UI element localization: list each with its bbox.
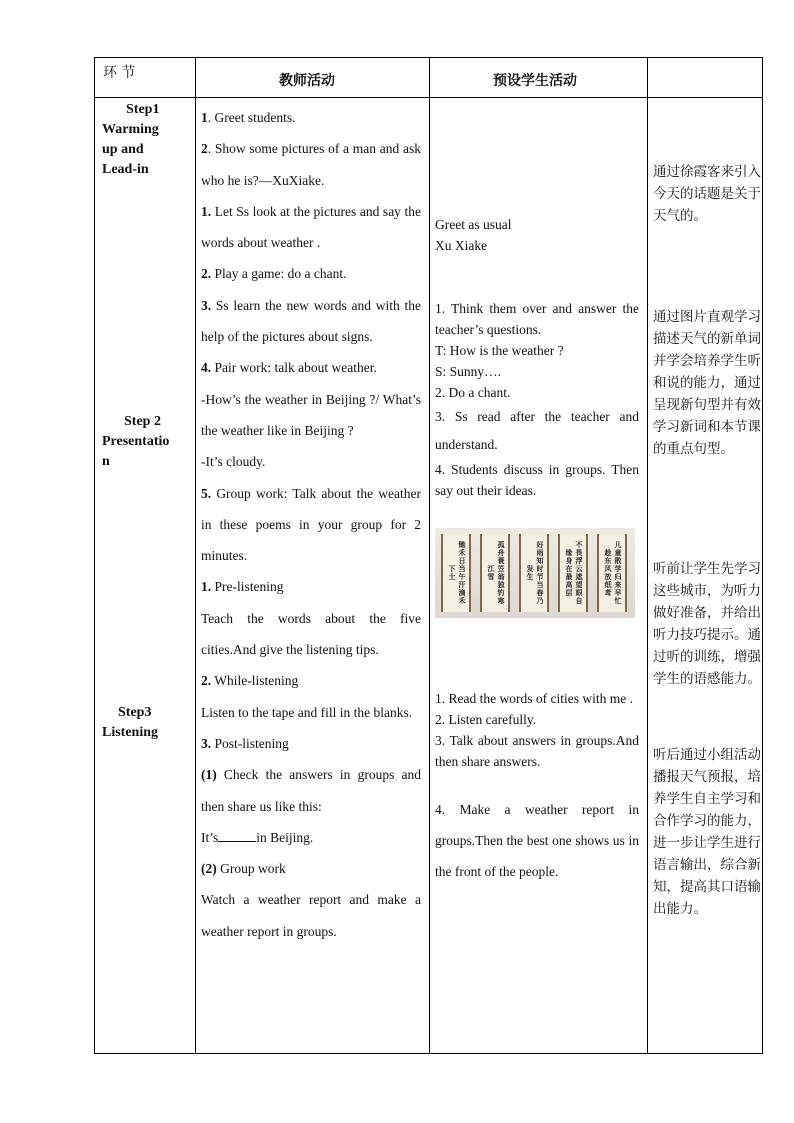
student-block-1: Greet as usual Xu Xiake [435,217,512,253]
column-divider [429,58,430,1053]
column-divider [647,58,648,1053]
goal-warmup: 通过徐霞客来引入今天的话题是关于天气的。 [653,164,761,224]
header-divider [95,97,762,98]
header-student-activity: 预设学生活动 [493,73,577,89]
header-stage: 环 节 [103,65,136,81]
poem-scroll: 好雨知时节当春乃发生 [519,534,549,612]
student-block-2: 1. Think them over and answer the teacher’s questions. T: How is the weather ? S: Sunny…. 2. Do a chant. 3. Ss read after the teacher and understand. 4. Students discuss in groups. Then say out their ideas. [435,301,639,498]
answer-blank [218,840,256,842]
column-divider [195,58,196,1053]
goal-presentation: 通过图片直观学习描述天气的新单词并学会培养学生听和说的能力，通过呈现新句型并有效学习新词和本节课的重点句型。 [653,309,761,457]
step1-label: Step1 Warming up and Lead-in [102,102,160,177]
poem-scroll: 儿童散学归来早忙趁东风放纸鸢 [597,534,627,612]
goal-post-listening: 听后通过小组活动播报天气预报，培养学生自主学习和合作学习的能力，进一步让学生进行语言输出，综合新知，提高其口语输出能力。 [653,747,761,917]
teacher-activities: 1. Greet students. 2. Show some pictures of a man and ask who he is?—XuXiake. 1. Let Ss look at the pictures and say the words about weather . 2. Play a game: do a chant. 3. Ss learn the new words and with the help of the pictures about signs. 4. Pair work: talk about weather. -How’s the weather in Beijing ?/ What’s the weather like in Beijing ? -It’s cloudy. 5. Group work: Talk about the weather in these poems in your group for 2 minutes. 1. Pre-listening Teach the words about the five cities.And give the listening tips. 2. While-listening Listen to the tape and fill in the blanks. 3. Post-listening (1) Check the answers in groups and then share us like this: It’s in Beijing. (2) Group work Watch a weather report and make a weather report in groups. [201,110,421,939]
student-block-3: 1. Read the words of cities with me . 2. Listen carefully. 3. Talk about answers in groups.And then share answers. [435,691,639,769]
poems-image [435,528,635,618]
poem-scroll: 锄禾日当午汗滴禾下土 [441,534,471,612]
lesson-plan-table [94,57,763,1054]
goal-listening: 听前让学生先学习这些城市，为听力做好准备，并给出听力技巧提示。通过听的训练，增强学生的语感能力。 [653,561,761,687]
step3-label: Step3 Listening [102,705,159,740]
step2-label: Step 2 Presentatio n [102,414,170,469]
student-block-4: 4. Make a weather report in groups.Then the best one shows us in the front of the people. [435,802,639,879]
poem-scroll: 不畏浮云遮望眼自缘身在最高层 [558,534,588,612]
header-teacher-activity: 教师活动 [279,73,335,89]
poem-scroll: 孤舟蓑笠翁独钓寒江雪 [480,534,510,612]
